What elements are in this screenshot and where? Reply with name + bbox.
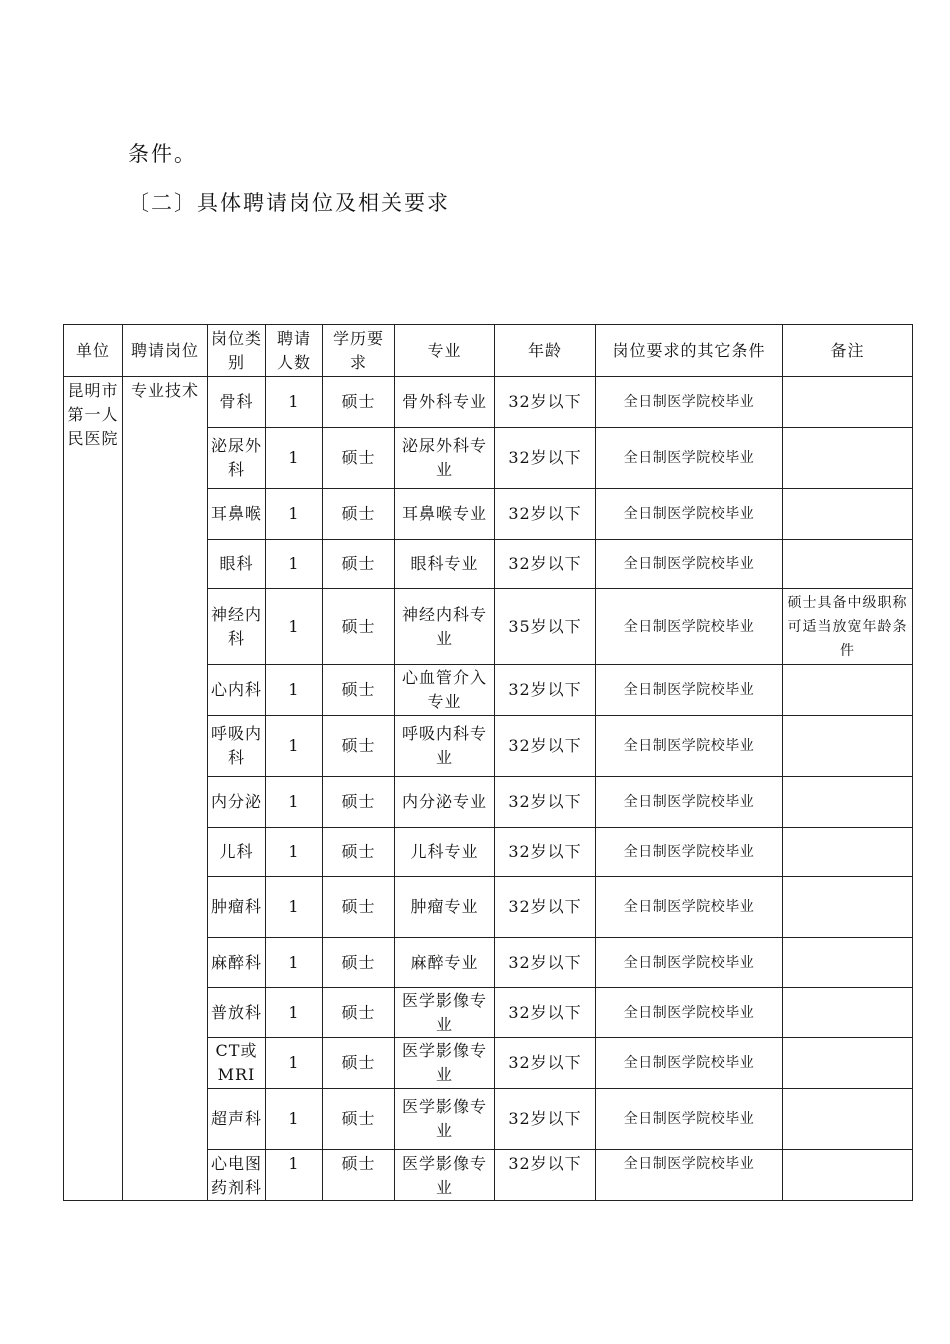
post-cell: 儿科	[208, 828, 266, 877]
age-cell: 32岁以下	[495, 777, 596, 828]
other-requirements-cell: 全日制医学院校毕业	[596, 377, 783, 428]
note-cell	[783, 1150, 913, 1201]
major-cell: 医学影像专业	[395, 1150, 495, 1201]
education-cell: 硕士	[323, 988, 395, 1038]
post-cell: 超声科	[208, 1089, 266, 1150]
other-requirements-cell: 全日制医学院校毕业	[596, 828, 783, 877]
post-cell: 普放科	[208, 988, 266, 1038]
education-cell: 硕士	[323, 877, 395, 938]
note-cell	[783, 1038, 913, 1089]
header-major: 专业	[395, 325, 495, 377]
count-cell: 1	[266, 428, 323, 489]
note-cell	[783, 1089, 913, 1150]
count-cell: 1	[266, 377, 323, 428]
major-cell: 耳鼻喉专业	[395, 489, 495, 540]
count-cell: 1	[266, 589, 323, 665]
table-header-row	[64, 325, 913, 377]
post-cell: 内分泌	[208, 777, 266, 828]
note-cell	[783, 828, 913, 877]
note-cell	[783, 716, 913, 777]
note-cell	[783, 489, 913, 540]
section-heading: 〔二〕具体聘请岗位及相关要求	[128, 191, 450, 215]
header-age: 年龄	[495, 325, 596, 377]
education-cell: 硕士	[323, 377, 395, 428]
count-cell: 1	[266, 665, 323, 716]
header-category: 岗位类别	[208, 325, 266, 377]
major-cell: 神经内科专业	[395, 589, 495, 665]
post-cell: 麻醉科	[208, 938, 266, 988]
education-cell: 硕士	[323, 428, 395, 489]
header-note: 备注	[783, 325, 913, 377]
other-requirements-cell: 全日制医学院校毕业	[596, 1089, 783, 1150]
note-cell	[783, 877, 913, 938]
other-requirements-cell: 全日制医学院校毕业	[596, 428, 783, 489]
other-requirements-cell: 全日制医学院校毕业	[596, 716, 783, 777]
major-cell: 医学影像专业	[395, 1038, 495, 1089]
age-cell: 32岁以下	[495, 377, 596, 428]
education-cell: 硕士	[323, 665, 395, 716]
table-row	[64, 377, 913, 428]
unit-cell: 昆明市第一人民医院	[64, 377, 123, 1201]
education-cell: 硕士	[323, 716, 395, 777]
other-requirements-cell: 全日制医学院校毕业	[596, 1150, 783, 1201]
header-other-requirements: 岗位要求的其它条件	[596, 325, 783, 377]
education-cell: 硕士	[323, 1089, 395, 1150]
count-cell: 1	[266, 938, 323, 988]
age-cell: 32岁以下	[495, 716, 596, 777]
post-cell: 神经内科	[208, 589, 266, 665]
major-cell: 肿瘤专业	[395, 877, 495, 938]
education-cell: 硕士	[323, 938, 395, 988]
major-cell: 骨外科专业	[395, 377, 495, 428]
education-cell: 硕士	[323, 489, 395, 540]
major-cell: 内分泌专业	[395, 777, 495, 828]
header-education: 学历要求	[323, 325, 395, 377]
education-cell: 硕士	[323, 777, 395, 828]
major-cell: 医学影像专业	[395, 988, 495, 1038]
count-cell: 1	[266, 489, 323, 540]
other-requirements-cell: 全日制医学院校毕业	[596, 489, 783, 540]
note-cell	[783, 988, 913, 1038]
age-cell: 32岁以下	[495, 428, 596, 489]
post-cell: 泌尿外科	[208, 428, 266, 489]
recruitment-table	[63, 324, 913, 1201]
age-cell: 32岁以下	[495, 1038, 596, 1089]
education-cell: 硕士	[323, 1150, 395, 1201]
age-cell: 32岁以下	[495, 540, 596, 589]
other-requirements-cell: 全日制医学院校毕业	[596, 877, 783, 938]
major-cell: 麻醉专业	[395, 938, 495, 988]
age-cell: 32岁以下	[495, 828, 596, 877]
count-cell: 1	[266, 877, 323, 938]
note-cell	[783, 777, 913, 828]
age-cell: 32岁以下	[495, 489, 596, 540]
count-cell: 1	[266, 828, 323, 877]
post-cell: 骨科	[208, 377, 266, 428]
education-cell: 硕士	[323, 1038, 395, 1089]
major-cell: 眼科专业	[395, 540, 495, 589]
post-cell: 肿瘤科	[208, 877, 266, 938]
note-cell: 硕士具备中级职称可适当放宽年龄条件	[783, 589, 913, 665]
other-requirements-cell: 全日制医学院校毕业	[596, 665, 783, 716]
other-requirements-cell: 全日制医学院校毕业	[596, 777, 783, 828]
other-requirements-cell: 全日制医学院校毕业	[596, 938, 783, 988]
age-cell: 32岁以下	[495, 938, 596, 988]
major-cell: 医学影像专业	[395, 1089, 495, 1150]
post-cell: 心内科	[208, 665, 266, 716]
age-cell: 32岁以下	[495, 665, 596, 716]
post-cell: 眼科	[208, 540, 266, 589]
count-cell: 1	[266, 716, 323, 777]
count-cell: 1	[266, 1089, 323, 1150]
major-cell: 儿科专业	[395, 828, 495, 877]
note-cell	[783, 540, 913, 589]
note-cell	[783, 377, 913, 428]
age-cell: 32岁以下	[495, 877, 596, 938]
count-cell: 1	[266, 1038, 323, 1089]
other-requirements-cell: 全日制医学院校毕业	[596, 988, 783, 1038]
age-cell: 35岁以下	[495, 589, 596, 665]
header-unit: 单位	[64, 325, 123, 377]
education-cell: 硕士	[323, 540, 395, 589]
count-cell: 1	[266, 540, 323, 589]
age-cell: 32岁以下	[495, 988, 596, 1038]
major-cell: 心血管介入专业	[395, 665, 495, 716]
count-cell: 1	[266, 777, 323, 828]
note-cell	[783, 665, 913, 716]
note-cell	[783, 428, 913, 489]
header-count: 聘请人数	[266, 325, 323, 377]
other-requirements-cell: 全日制医学院校毕业	[596, 540, 783, 589]
count-cell: 1	[266, 1150, 323, 1201]
post-cell: 呼吸内科	[208, 716, 266, 777]
count-cell: 1	[266, 988, 323, 1038]
other-requirements-cell: 全日制医学院校毕业	[596, 1038, 783, 1089]
category-cell: 专业技术	[123, 377, 208, 1201]
education-cell: 硕士	[323, 589, 395, 665]
age-cell: 32岁以下	[495, 1150, 596, 1201]
major-cell: 呼吸内科专业	[395, 716, 495, 777]
major-cell: 泌尿外科专业	[395, 428, 495, 489]
post-cell: CT或MRI	[208, 1038, 266, 1089]
age-cell: 32岁以下	[495, 1089, 596, 1150]
header-post: 聘请岗位	[123, 325, 208, 377]
intro-line-1: 条件。	[128, 142, 197, 166]
post-cell: 心电图药剂科	[208, 1150, 266, 1201]
other-requirements-cell: 全日制医学院校毕业	[596, 589, 783, 665]
post-cell: 耳鼻喉	[208, 489, 266, 540]
note-cell	[783, 938, 913, 988]
education-cell: 硕士	[323, 828, 395, 877]
